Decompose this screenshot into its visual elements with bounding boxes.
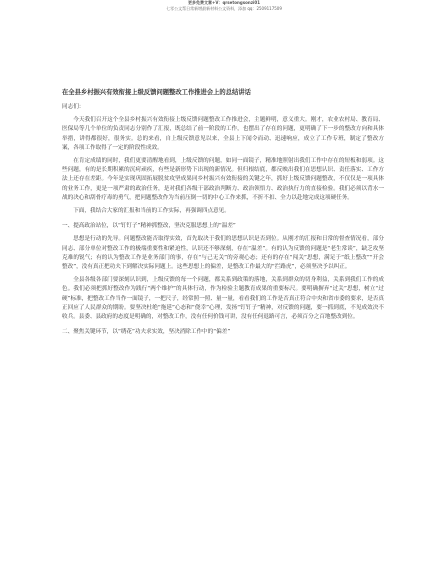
section-heading-1: 一、提高政治站位，以“钉钉子”精神抓整改，坚决克服思想上的“温差” bbox=[62, 223, 236, 230]
page-header bbox=[0, 0, 448, 20]
section-heading-2: 二、聚焦关键环节，以“绣花”功夫求实效，坚决消除工作中的“偏差” bbox=[62, 329, 231, 336]
paragraph: 在肯定成绩的同时，我们更要清醒地看到，上级反馈的问题，如同一面镜子，精准地照射出我们工作中存在的短板和弱项。这些问题，有的是长期积累的沉疴顽疾，有些是新形势下出现的新情况。但归根结底，都反映出我们在思想认识、责任落实、工作方法上还存在差距。今年是实现巩固拓展脱贫攻坚成果同乡村振兴有效衔接的关键之年，抓好上级反馈问题整改，不仅仅是一项具体的业务工作，更是一项严肃的政治任务，是对我们各级干部政治判断力、政治领悟力、政治执行力的直接检验。我们必须以背水一战的决心和刮骨疗毒的勇气，把问题整改作为当前压倒一切的中心工作来抓，不折不扣、全力以赴地完成这项硬任务。 bbox=[62, 158, 384, 201]
paragraph: 思想是行动的先导。问题整改能否取得实效，首先取决于我们的思想认识是否到位。从刚才的汇报和日常的督查情况看，部分同志、部分单位对整改工作的极端重要性和紧迫性，认识还不够深刻，存在“温差”。有的认为反馈的问题是“老生常谈”，缺乏攻坚克难的锐气；有的认为整改工作是业务部门的事，存在“与己无关”的旁观心态；还有的存在“闯关”思想，满足于“纸上整改”“开会整改”，没有真正把功夫下到解决实际问题上。这些思想上的偏差，是整改工作最大的“拦路虎”，必须坚决予以纠正。 bbox=[62, 236, 384, 271]
paragraph: 全县各级各部门要深刻认识到，上级反馈的每一个问题，都关系到政策的落地，关系到群众的切身利益，关系到我们工作的成色。我们必须把抓好整改作为践行“两个维护”的具体行动，作为检验主题教育成果的重要标尺。要明确摒弃“过关”思想，树立“过硬”标准，把整改工作当作一面镜子，一把尺子，经常照一照、量一量，看看我们的工作是否真正符合中央和省市委的要求，是否真正回应了人民群众的期盼。要坚决杜绝“拖延”心态和“侥幸”心理，发扬“钉钉子”精神，对反馈的问题，要一抓到底，不见成效决不收兵。县委、县政府的态度是明确的，对整改工作，没有任何价钱可讲，没有任何退路可言，必须百分之百地整改到位。 bbox=[62, 277, 384, 321]
paragraph: 今天我们召开这个全县乡村振兴有效衔接上级反馈问题整改工作推进会，主题鲜明，意义重大。刚才，农业农村局、教育局、医保局等几个单位的负责同志分别作了汇报，既总结了前一阶段的工作，也摆出了存在的问题，更明确了下一步的整改方向和具体举措，讲得都很好，很务实。总的来看，自上级反馈意见以来，全县上下闻令而动、迅速响应，成立了工作专班，制定了整改方案，各项工作取得了一定的阶段性成效。 bbox=[62, 117, 384, 151]
document-title: 在全县乡村振兴有效衔接上级反馈问题整改工作推进会上的总结讲话 bbox=[62, 89, 251, 96]
paragraph: 下面，我结合大家的汇报和当前的工作实际，再强调四点意见。 bbox=[73, 208, 230, 215]
greeting: 同志们： bbox=[62, 104, 85, 110]
header-promo-line: 更多免费文章+V：qrsetongsonzi01 bbox=[188, 0, 260, 5]
header-contact-line: 七零公文帮日常新增最新材料公文资料，添加 qq：2509117509 bbox=[166, 6, 282, 11]
document-body bbox=[62, 88, 384, 341]
